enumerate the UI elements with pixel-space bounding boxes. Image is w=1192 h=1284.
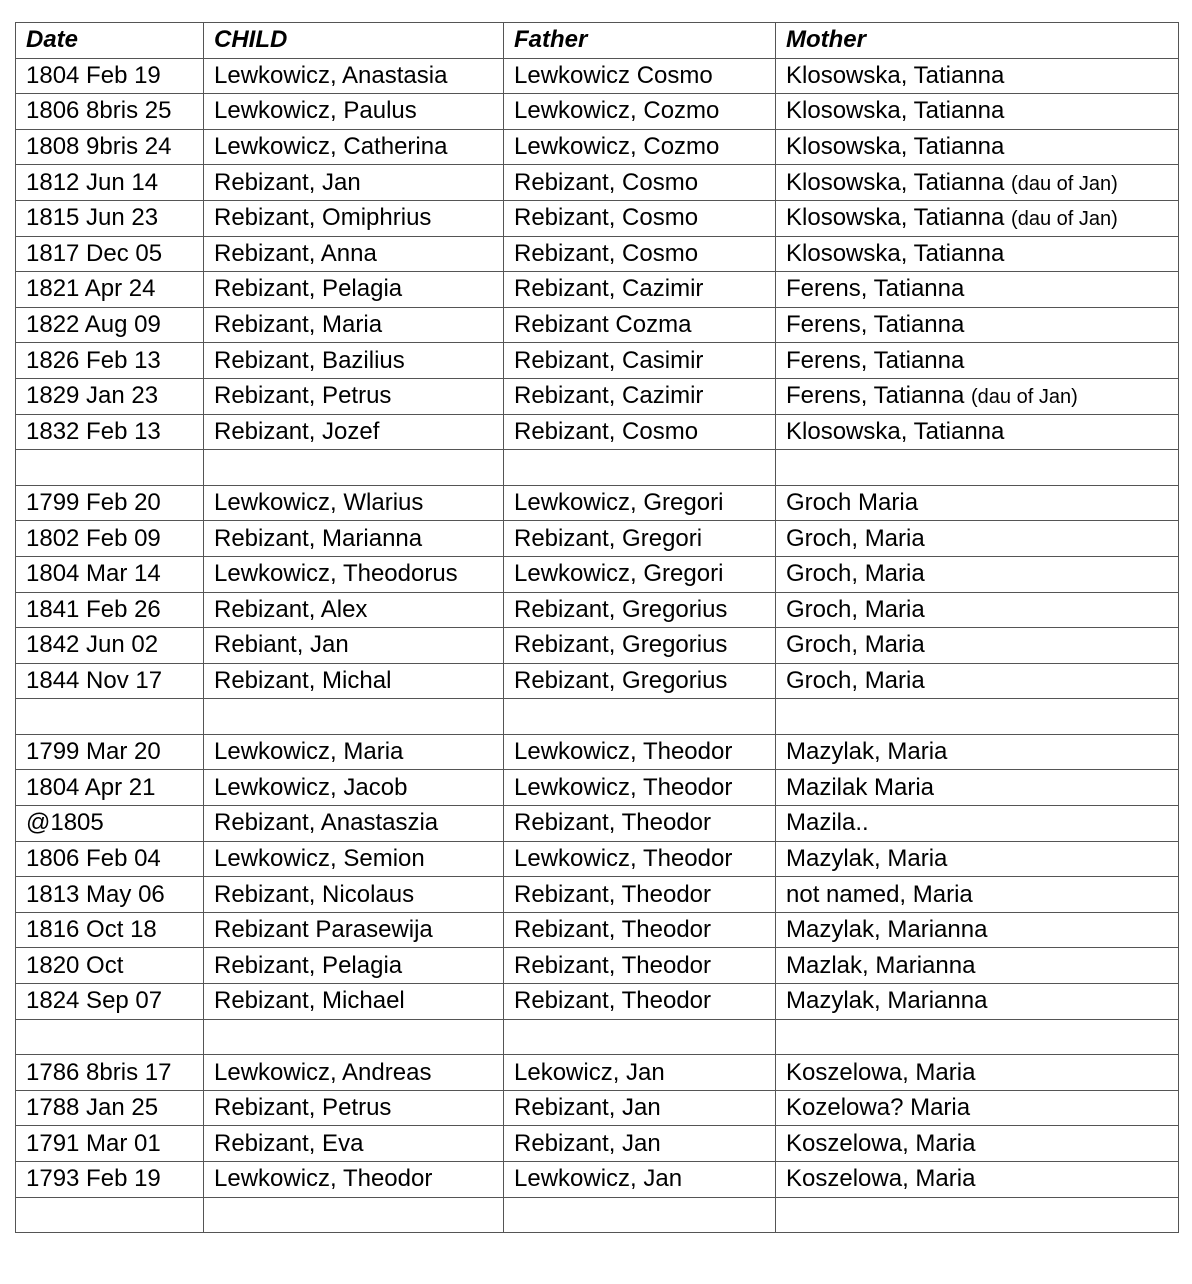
mother-cell-text: Klosowska, Tatianna — [786, 168, 1005, 196]
child-cell — [204, 984, 504, 1020]
table-row — [16, 806, 1179, 842]
child-cell — [204, 378, 504, 414]
father-cell-text: Lewkowicz, Theodor — [514, 844, 733, 872]
father-cell — [504, 165, 776, 201]
father-cell — [504, 272, 776, 308]
mother-cell-text: Groch, Maria — [786, 631, 925, 659]
father-cell — [504, 592, 776, 628]
table-row — [16, 1197, 1179, 1233]
child-cell-text: Rebizant, Michael — [214, 987, 405, 1015]
child-cell — [204, 806, 504, 842]
table-row — [16, 236, 1179, 272]
father-cell — [504, 948, 776, 984]
table-row — [16, 343, 1179, 379]
table-row — [16, 699, 1179, 735]
date-cell — [16, 450, 204, 486]
date-cell — [16, 912, 204, 948]
date-cell-text: 1786 8bris 17 — [26, 1058, 172, 1086]
date-cell-text: 1832 Feb 13 — [26, 417, 161, 445]
child-cell — [204, 129, 504, 165]
child-column-header: CHILD — [204, 23, 504, 59]
date-cell — [16, 485, 204, 521]
father-cell-text: Rebizant Cozma — [514, 311, 692, 339]
mother-cell — [776, 485, 1179, 521]
father-cell-text: Rebizant, Cazimir — [514, 382, 704, 410]
table-row — [16, 628, 1179, 664]
mother-cell-text: Mazylak, Maria — [786, 844, 948, 872]
date-cell — [16, 663, 204, 699]
table-row — [16, 984, 1179, 1020]
date-cell-text: 1815 Jun 23 — [26, 204, 159, 232]
child-cell — [204, 1019, 504, 1055]
child-cell — [204, 841, 504, 877]
mother-cell — [776, 663, 1179, 699]
child-cell — [204, 200, 504, 236]
child-cell — [204, 94, 504, 130]
mother-cell — [776, 94, 1179, 130]
child-cell-text: Rebizant, Anastaszia — [214, 809, 439, 837]
child-cell — [204, 343, 504, 379]
mother-cell-text: Groch, Maria — [786, 560, 925, 588]
table-row — [16, 734, 1179, 770]
mother-cell — [776, 236, 1179, 272]
father-cell — [504, 129, 776, 165]
father-cell — [504, 806, 776, 842]
child-cell-text: Rebizant, Maria — [214, 311, 383, 339]
date-cell-text: 1844 Nov 17 — [26, 666, 163, 694]
father-column-header: Father — [504, 23, 776, 59]
child-cell-text: Rebizant, Petrus — [214, 1094, 392, 1122]
date-cell-text: 1808 9bris 24 — [26, 133, 172, 161]
date-cell — [16, 200, 204, 236]
date-cell — [16, 806, 204, 842]
date-cell — [16, 236, 204, 272]
father-cell — [504, 877, 776, 913]
child-cell-text: Rebizant, Petrus — [214, 382, 392, 410]
mother-cell — [776, 592, 1179, 628]
mother-cell-text: not named, Maria — [786, 880, 973, 908]
mother-note: (dau of Jan) — [1011, 172, 1118, 195]
father-cell-text: Rebizant, Gregorius — [514, 631, 728, 659]
date-cell-text: 1824 Sep 07 — [26, 987, 163, 1015]
child-cell — [204, 948, 504, 984]
date-cell — [16, 699, 204, 735]
child-cell — [204, 556, 504, 592]
table-row — [16, 521, 1179, 557]
mother-cell — [776, 984, 1179, 1020]
mother-cell — [776, 628, 1179, 664]
father-cell-text: Lewkowicz, Gregori — [514, 560, 724, 588]
mother-cell — [776, 450, 1179, 486]
child-cell — [204, 165, 504, 201]
date-cell — [16, 1162, 204, 1198]
date-cell-text: 1788 Jan 25 — [26, 1094, 159, 1122]
child-cell-text: Rebizant, Eva — [214, 1129, 364, 1157]
table-row — [16, 378, 1179, 414]
father-cell-text: Rebizant, Jan — [514, 1129, 661, 1157]
mother-cell — [776, 699, 1179, 735]
mother-cell — [776, 343, 1179, 379]
mother-cell-text: Mazila.. — [786, 809, 869, 837]
father-cell — [504, 984, 776, 1020]
date-cell-text: 1804 Apr 21 — [26, 773, 156, 801]
mother-cell-text: Mazylak, Maria — [786, 738, 948, 766]
father-cell-text: Lewkowicz, Theodor — [514, 738, 733, 766]
mother-cell-text: Koszelowa, Maria — [786, 1165, 976, 1193]
mother-cell — [776, 1162, 1179, 1198]
date-cell-text: 1842 Jun 02 — [26, 631, 159, 659]
date-cell — [16, 343, 204, 379]
father-cell — [504, 556, 776, 592]
mother-note: (dau of Jan) — [971, 386, 1078, 409]
father-cell — [504, 734, 776, 770]
child-cell-text: Rebizant, Bazilius — [214, 346, 405, 374]
father-cell-text: Rebizant, Cosmo — [514, 239, 699, 267]
child-cell-text: Lewkowicz, Theodor — [214, 1165, 433, 1193]
date-cell — [16, 734, 204, 770]
father-cell-text: Lewkowicz, Gregori — [514, 489, 724, 517]
father-cell-text: Rebizant, Casimir — [514, 346, 704, 374]
child-cell — [204, 699, 504, 735]
father-cell-text: Lekowicz, Jan — [514, 1058, 665, 1086]
date-cell-text: 1829 Jan 23 — [26, 382, 159, 410]
mother-cell — [776, 272, 1179, 308]
father-cell — [504, 485, 776, 521]
child-cell — [204, 414, 504, 450]
table-row — [16, 877, 1179, 913]
child-cell-text: Rebizant, Jozef — [214, 417, 380, 445]
mother-cell — [776, 1019, 1179, 1055]
date-cell-text: 1841 Feb 26 — [26, 595, 161, 623]
father-cell-text: Rebizant, Theodor — [514, 951, 712, 979]
child-cell — [204, 734, 504, 770]
table-row — [16, 1162, 1179, 1198]
mother-cell — [776, 1090, 1179, 1126]
table-row — [16, 200, 1179, 236]
date-cell-text: 1804 Mar 14 — [26, 560, 161, 588]
father-cell-text: Lewkowicz Cosmo — [514, 61, 713, 89]
mother-cell-text: Koszelowa, Maria — [786, 1058, 976, 1086]
table-row — [16, 1055, 1179, 1091]
child-cell — [204, 58, 504, 94]
date-cell-text: 1820 Oct — [26, 951, 124, 979]
date-cell — [16, 556, 204, 592]
date-cell — [16, 628, 204, 664]
table-row — [16, 1019, 1179, 1055]
mother-cell — [776, 378, 1179, 414]
mother-cell-text: Mazylak, Marianna — [786, 916, 988, 944]
father-cell — [504, 841, 776, 877]
table-row — [16, 165, 1179, 201]
date-cell — [16, 984, 204, 1020]
father-cell — [504, 699, 776, 735]
child-cell — [204, 450, 504, 486]
table-row — [16, 663, 1179, 699]
child-cell — [204, 307, 504, 343]
date-cell-text: 1821 Apr 24 — [26, 275, 156, 303]
date-cell — [16, 94, 204, 130]
father-cell — [504, 307, 776, 343]
father-cell — [504, 236, 776, 272]
child-cell-text: Lewkowicz, Anastasia — [214, 61, 448, 89]
mother-cell-text: Klosowska, Tatianna — [786, 204, 1005, 232]
father-cell — [504, 200, 776, 236]
father-cell-text: Rebizant, Gregorius — [514, 595, 728, 623]
date-cell — [16, 1090, 204, 1126]
mother-cell-text: Kozelowa? Maria — [786, 1094, 971, 1122]
mother-cell — [776, 307, 1179, 343]
mother-cell-text: Groch, Maria — [786, 524, 925, 552]
father-cell-text: Lewkowicz, Theodor — [514, 773, 733, 801]
date-cell — [16, 58, 204, 94]
mother-cell — [776, 912, 1179, 948]
mother-cell-text: Klosowska, Tatianna — [786, 133, 1005, 161]
date-cell — [16, 1197, 204, 1233]
father-cell-text: Rebizant, Theodor — [514, 916, 712, 944]
child-cell — [204, 628, 504, 664]
child-cell — [204, 272, 504, 308]
father-cell-text: Lewkowicz, Jan — [514, 1165, 683, 1193]
mother-cell-text: Mazylak, Marianna — [786, 987, 988, 1015]
mother-cell — [776, 948, 1179, 984]
table-row — [16, 948, 1179, 984]
table-row — [16, 272, 1179, 308]
mother-cell-text: Ferens, Tatianna — [786, 275, 965, 303]
child-cell — [204, 592, 504, 628]
father-cell — [504, 414, 776, 450]
child-cell — [204, 1162, 504, 1198]
mother-cell — [776, 129, 1179, 165]
table-row — [16, 307, 1179, 343]
date-cell — [16, 378, 204, 414]
date-cell-text: 1812 Jun 14 — [26, 168, 159, 196]
father-cell — [504, 770, 776, 806]
father-cell-text: Lewkowicz, Cozmo — [514, 97, 720, 125]
child-cell — [204, 877, 504, 913]
mother-cell — [776, 165, 1179, 201]
date-cell — [16, 770, 204, 806]
mother-cell — [776, 556, 1179, 592]
father-cell — [504, 1090, 776, 1126]
table-row — [16, 58, 1179, 94]
father-cell-text: Rebizant, Cosmo — [514, 204, 699, 232]
date-cell-text: 1793 Feb 19 — [26, 1165, 161, 1193]
table-row — [16, 485, 1179, 521]
child-cell-text: Rebizant, Nicolaus — [214, 880, 415, 908]
table-row — [16, 414, 1179, 450]
father-cell-text: Rebizant, Theodor — [514, 987, 712, 1015]
mother-cell-text: Koszelowa, Maria — [786, 1129, 976, 1157]
father-cell — [504, 1019, 776, 1055]
child-cell-text: Rebizant Parasewija — [214, 916, 433, 944]
child-cell-text: Lewkowicz, Paulus — [214, 97, 417, 125]
child-cell — [204, 663, 504, 699]
father-cell — [504, 663, 776, 699]
child-cell-text: Rebizant, Michal — [214, 666, 392, 694]
child-cell-text: Lewkowicz, Wlarius — [214, 489, 424, 517]
date-column-header: Date — [16, 23, 204, 59]
mother-note: (dau of Jan) — [1011, 208, 1118, 231]
mother-cell-text: Groch, Maria — [786, 595, 925, 623]
date-cell-text: 1802 Feb 09 — [26, 524, 161, 552]
child-cell — [204, 236, 504, 272]
father-cell-text: Rebizant, Jan — [514, 1094, 661, 1122]
table-row — [16, 592, 1179, 628]
father-cell — [504, 1055, 776, 1091]
date-cell — [16, 165, 204, 201]
child-cell-text: Rebizant, Pelagia — [214, 275, 403, 303]
child-cell — [204, 1126, 504, 1162]
date-cell-text: 1822 Aug 09 — [26, 311, 161, 339]
date-cell-text: 1806 8bris 25 — [26, 97, 172, 125]
table-row — [16, 841, 1179, 877]
table-row — [16, 1126, 1179, 1162]
header-row — [16, 23, 1179, 59]
child-cell — [204, 770, 504, 806]
table-row — [16, 912, 1179, 948]
date-cell-text: 1826 Feb 13 — [26, 346, 161, 374]
mother-cell-text: Klosowska, Tatianna — [786, 97, 1005, 125]
father-cell-text: Lewkowicz, Cozmo — [514, 133, 720, 161]
father-cell-text: Rebizant, Theodor — [514, 880, 712, 908]
date-cell-text: 1816 Oct 18 — [26, 916, 157, 944]
mother-cell-text: Mazlak, Marianna — [786, 951, 976, 979]
father-cell — [504, 1197, 776, 1233]
father-cell — [504, 628, 776, 664]
mother-cell — [776, 1055, 1179, 1091]
father-cell — [504, 343, 776, 379]
mother-cell-text: Ferens, Tatianna — [786, 346, 965, 374]
table-row — [16, 129, 1179, 165]
child-cell-text: Rebiant, Jan — [214, 631, 349, 659]
date-cell-text: 1791 Mar 01 — [26, 1129, 161, 1157]
date-cell-text: 1799 Mar 20 — [26, 738, 161, 766]
father-cell — [504, 912, 776, 948]
mother-column-header: Mother — [776, 23, 1179, 59]
date-cell-text: 1799 Feb 20 — [26, 489, 161, 517]
table-row — [16, 94, 1179, 130]
father-cell-text: Rebizant, Cosmo — [514, 168, 699, 196]
child-cell-text: Rebizant, Alex — [214, 595, 368, 623]
mother-cell — [776, 877, 1179, 913]
child-cell-text: Rebizant, Omiphrius — [214, 204, 432, 232]
mother-cell — [776, 521, 1179, 557]
mother-cell-text: Klosowska, Tatianna — [786, 61, 1005, 89]
child-cell — [204, 912, 504, 948]
father-cell — [504, 1126, 776, 1162]
mother-cell — [776, 58, 1179, 94]
mother-cell-text: Ferens, Tatianna — [786, 311, 965, 339]
date-cell — [16, 877, 204, 913]
table-row — [16, 1090, 1179, 1126]
mother-cell-text: Mazilak Maria — [786, 773, 935, 801]
mother-cell — [776, 734, 1179, 770]
mother-cell — [776, 841, 1179, 877]
child-cell — [204, 1055, 504, 1091]
date-cell — [16, 272, 204, 308]
father-cell-text: Rebizant, Cosmo — [514, 417, 699, 445]
mother-cell — [776, 1126, 1179, 1162]
child-cell-text: Lewkowicz, Maria — [214, 738, 404, 766]
child-cell-text: Rebizant, Pelagia — [214, 951, 403, 979]
date-cell — [16, 1055, 204, 1091]
date-cell-text: 1804 Feb 19 — [26, 61, 161, 89]
date-cell — [16, 1019, 204, 1055]
date-cell — [16, 307, 204, 343]
mother-cell-text: Groch, Maria — [786, 666, 925, 694]
date-cell-text: 1813 May 06 — [26, 880, 165, 908]
mother-cell-text: Ferens, Tatianna — [786, 382, 965, 410]
father-cell-text: Rebizant, Gregori — [514, 524, 703, 552]
mother-cell — [776, 1197, 1179, 1233]
table-row — [16, 556, 1179, 592]
father-cell — [504, 521, 776, 557]
date-cell-text: 1806 Feb 04 — [26, 844, 161, 872]
date-cell-text: @1805 — [26, 809, 104, 837]
table-row — [16, 450, 1179, 486]
father-cell-text: Rebizant, Gregorius — [514, 666, 728, 694]
child-cell — [204, 485, 504, 521]
father-cell — [504, 58, 776, 94]
child-cell-text: Rebizant, Marianna — [214, 524, 423, 552]
child-cell-text: Lewkowicz, Theodorus — [214, 560, 458, 588]
mother-cell-text: Klosowska, Tatianna — [786, 239, 1005, 267]
mother-cell — [776, 806, 1179, 842]
date-cell — [16, 521, 204, 557]
mother-cell — [776, 200, 1179, 236]
father-cell-text: Rebizant, Theodor — [514, 809, 712, 837]
date-cell-text: 1817 Dec 05 — [26, 239, 163, 267]
child-cell — [204, 521, 504, 557]
baptism-records-table — [15, 22, 1179, 1233]
child-cell-text: Rebizant, Jan — [214, 168, 361, 196]
child-cell-text: Lewkowicz, Andreas — [214, 1058, 432, 1086]
father-cell — [504, 450, 776, 486]
father-cell-text: Rebizant, Cazimir — [514, 275, 704, 303]
date-cell — [16, 414, 204, 450]
date-cell — [16, 841, 204, 877]
date-cell — [16, 592, 204, 628]
records-body — [16, 58, 1179, 1233]
father-cell — [504, 378, 776, 414]
mother-cell — [776, 770, 1179, 806]
mother-cell-text: Klosowska, Tatianna — [786, 417, 1005, 445]
mother-cell-text: Groch Maria — [786, 489, 919, 517]
table-row — [16, 770, 1179, 806]
date-cell — [16, 1126, 204, 1162]
child-cell-text: Rebizant, Anna — [214, 239, 377, 267]
father-cell — [504, 1162, 776, 1198]
father-cell — [504, 94, 776, 130]
mother-cell — [776, 414, 1179, 450]
child-cell-text: Lewkowicz, Jacob — [214, 773, 408, 801]
child-cell — [204, 1090, 504, 1126]
child-cell-text: Lewkowicz, Catherina — [214, 133, 448, 161]
date-cell — [16, 948, 204, 984]
child-cell — [204, 1197, 504, 1233]
child-cell-text: Lewkowicz, Semion — [214, 844, 425, 872]
date-cell — [16, 129, 204, 165]
